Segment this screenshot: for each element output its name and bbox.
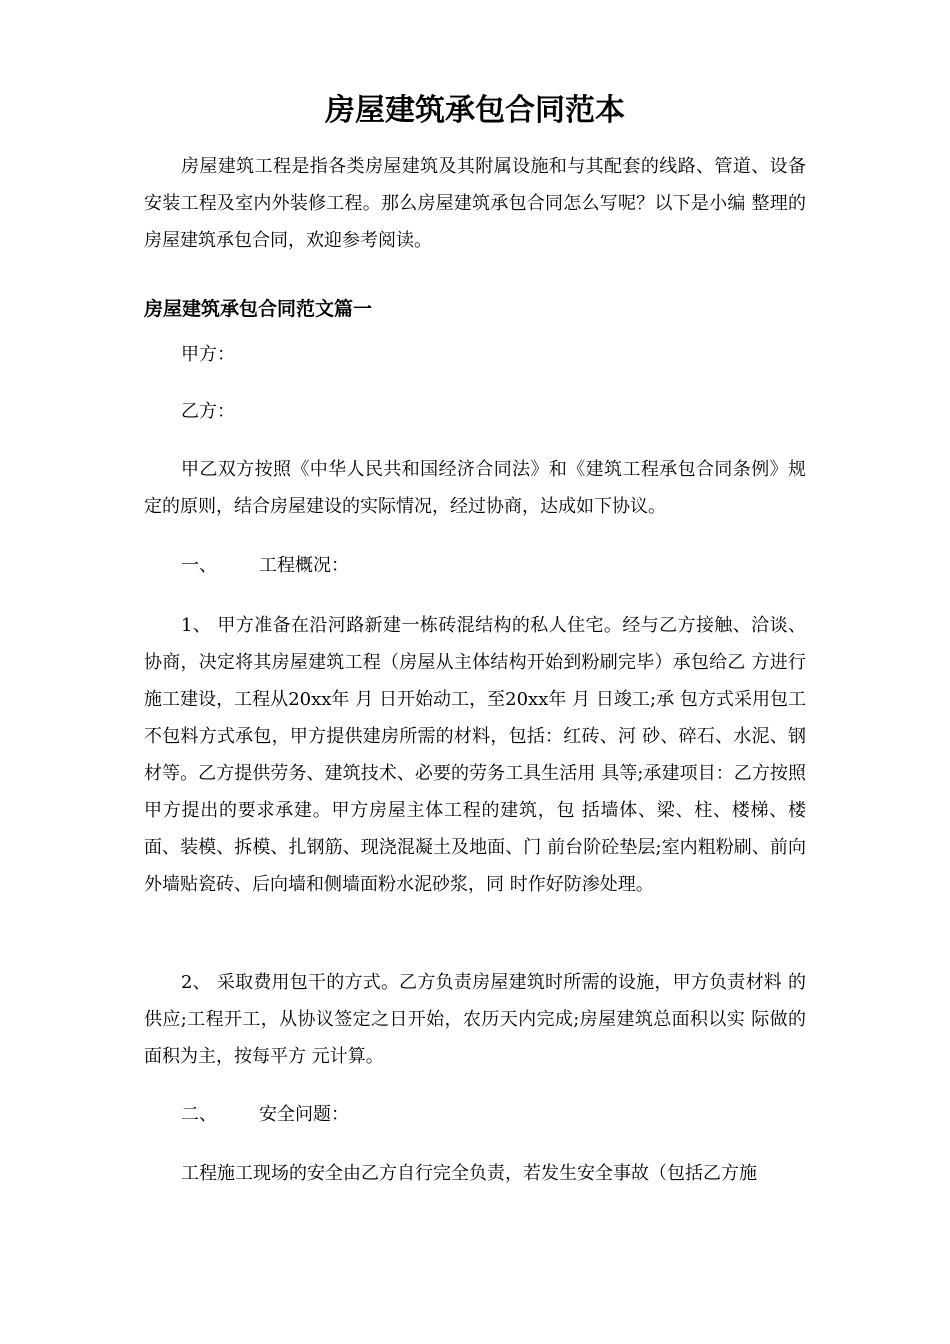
section-number: 二、 (181, 1104, 217, 1125)
party-b-label: 乙方： (181, 401, 235, 422)
section-title: 安全问题： (259, 1104, 349, 1125)
preamble-paragraph: 甲乙双方按照《中华人民共和国经济合同法》和《建筑工程承包合同条例》规定的原则，结合房屋建设的实际情况，经过协商，达成如下协议。 (144, 459, 806, 517)
section-number: 一、 (181, 555, 217, 576)
document-title: 房屋建筑承包合同范本 (325, 93, 625, 128)
chapter-heading: 房屋建筑承包合同范文篇一 (144, 298, 373, 320)
clause-1-paragraph: 1、 甲方准备在沿河路新建一栋砖混结构的私人住宅。经与乙方接触、洽谈、协商，决定将其房屋建筑工程（房屋从主体结构开始到粉刷完毕）承包给乙 方进行施工建设，工程从20xx年 月 日开始动工，至20xx年 月 日竣工;承 包方式采用包工不包料方式承包，甲方提供建房所需的材料，包括：红砖、河 砂、碎石、水泥、钢材等。乙方提供劳务、建筑技术、必要的劳务工具生活用 具等;承建项目：乙方按照甲方提出的要求承建。甲方房屋主体工程的建筑，包 括墙体、梁、柱、楼梯、楼面、装模、拆模、扎钢筋、现浇混凝土及地面、门 前台阶砼垫层;室内粗粉刷、前向外墙贴瓷砖、后向墙和侧墙面粉水泥砂浆，同 时作好防渗处理。 (144, 615, 806, 895)
section-heading-overview (181, 549, 349, 583)
party-a-label: 甲方： (181, 344, 235, 365)
section-heading-safety (181, 1098, 349, 1132)
clause-2-paragraph: 2、 采取费用包干的方式。乙方负责房屋建筑时所需的设施，甲方负责材料 的供应;工程开工，从协议签定之日开始，农历天内完成;房屋建筑总面积以实 际做的面积为主，按每平方 元计算。 (144, 972, 806, 1067)
section-title: 工程概况： (259, 555, 349, 576)
intro-paragraph: 房屋建筑工程是指各类房屋建筑及其附属设施和与其配套的线路、管道、设备安装工程及室内外装修工程。那么房屋建筑承包合同怎么写呢？以下是小编 整理的房屋建筑承包合同，欢迎参考阅读。 (144, 156, 806, 251)
safety-paragraph: 工程施工现场的安全由乙方自行完全负责，若发生安全事故（包括乙方施 (181, 1163, 757, 1184)
